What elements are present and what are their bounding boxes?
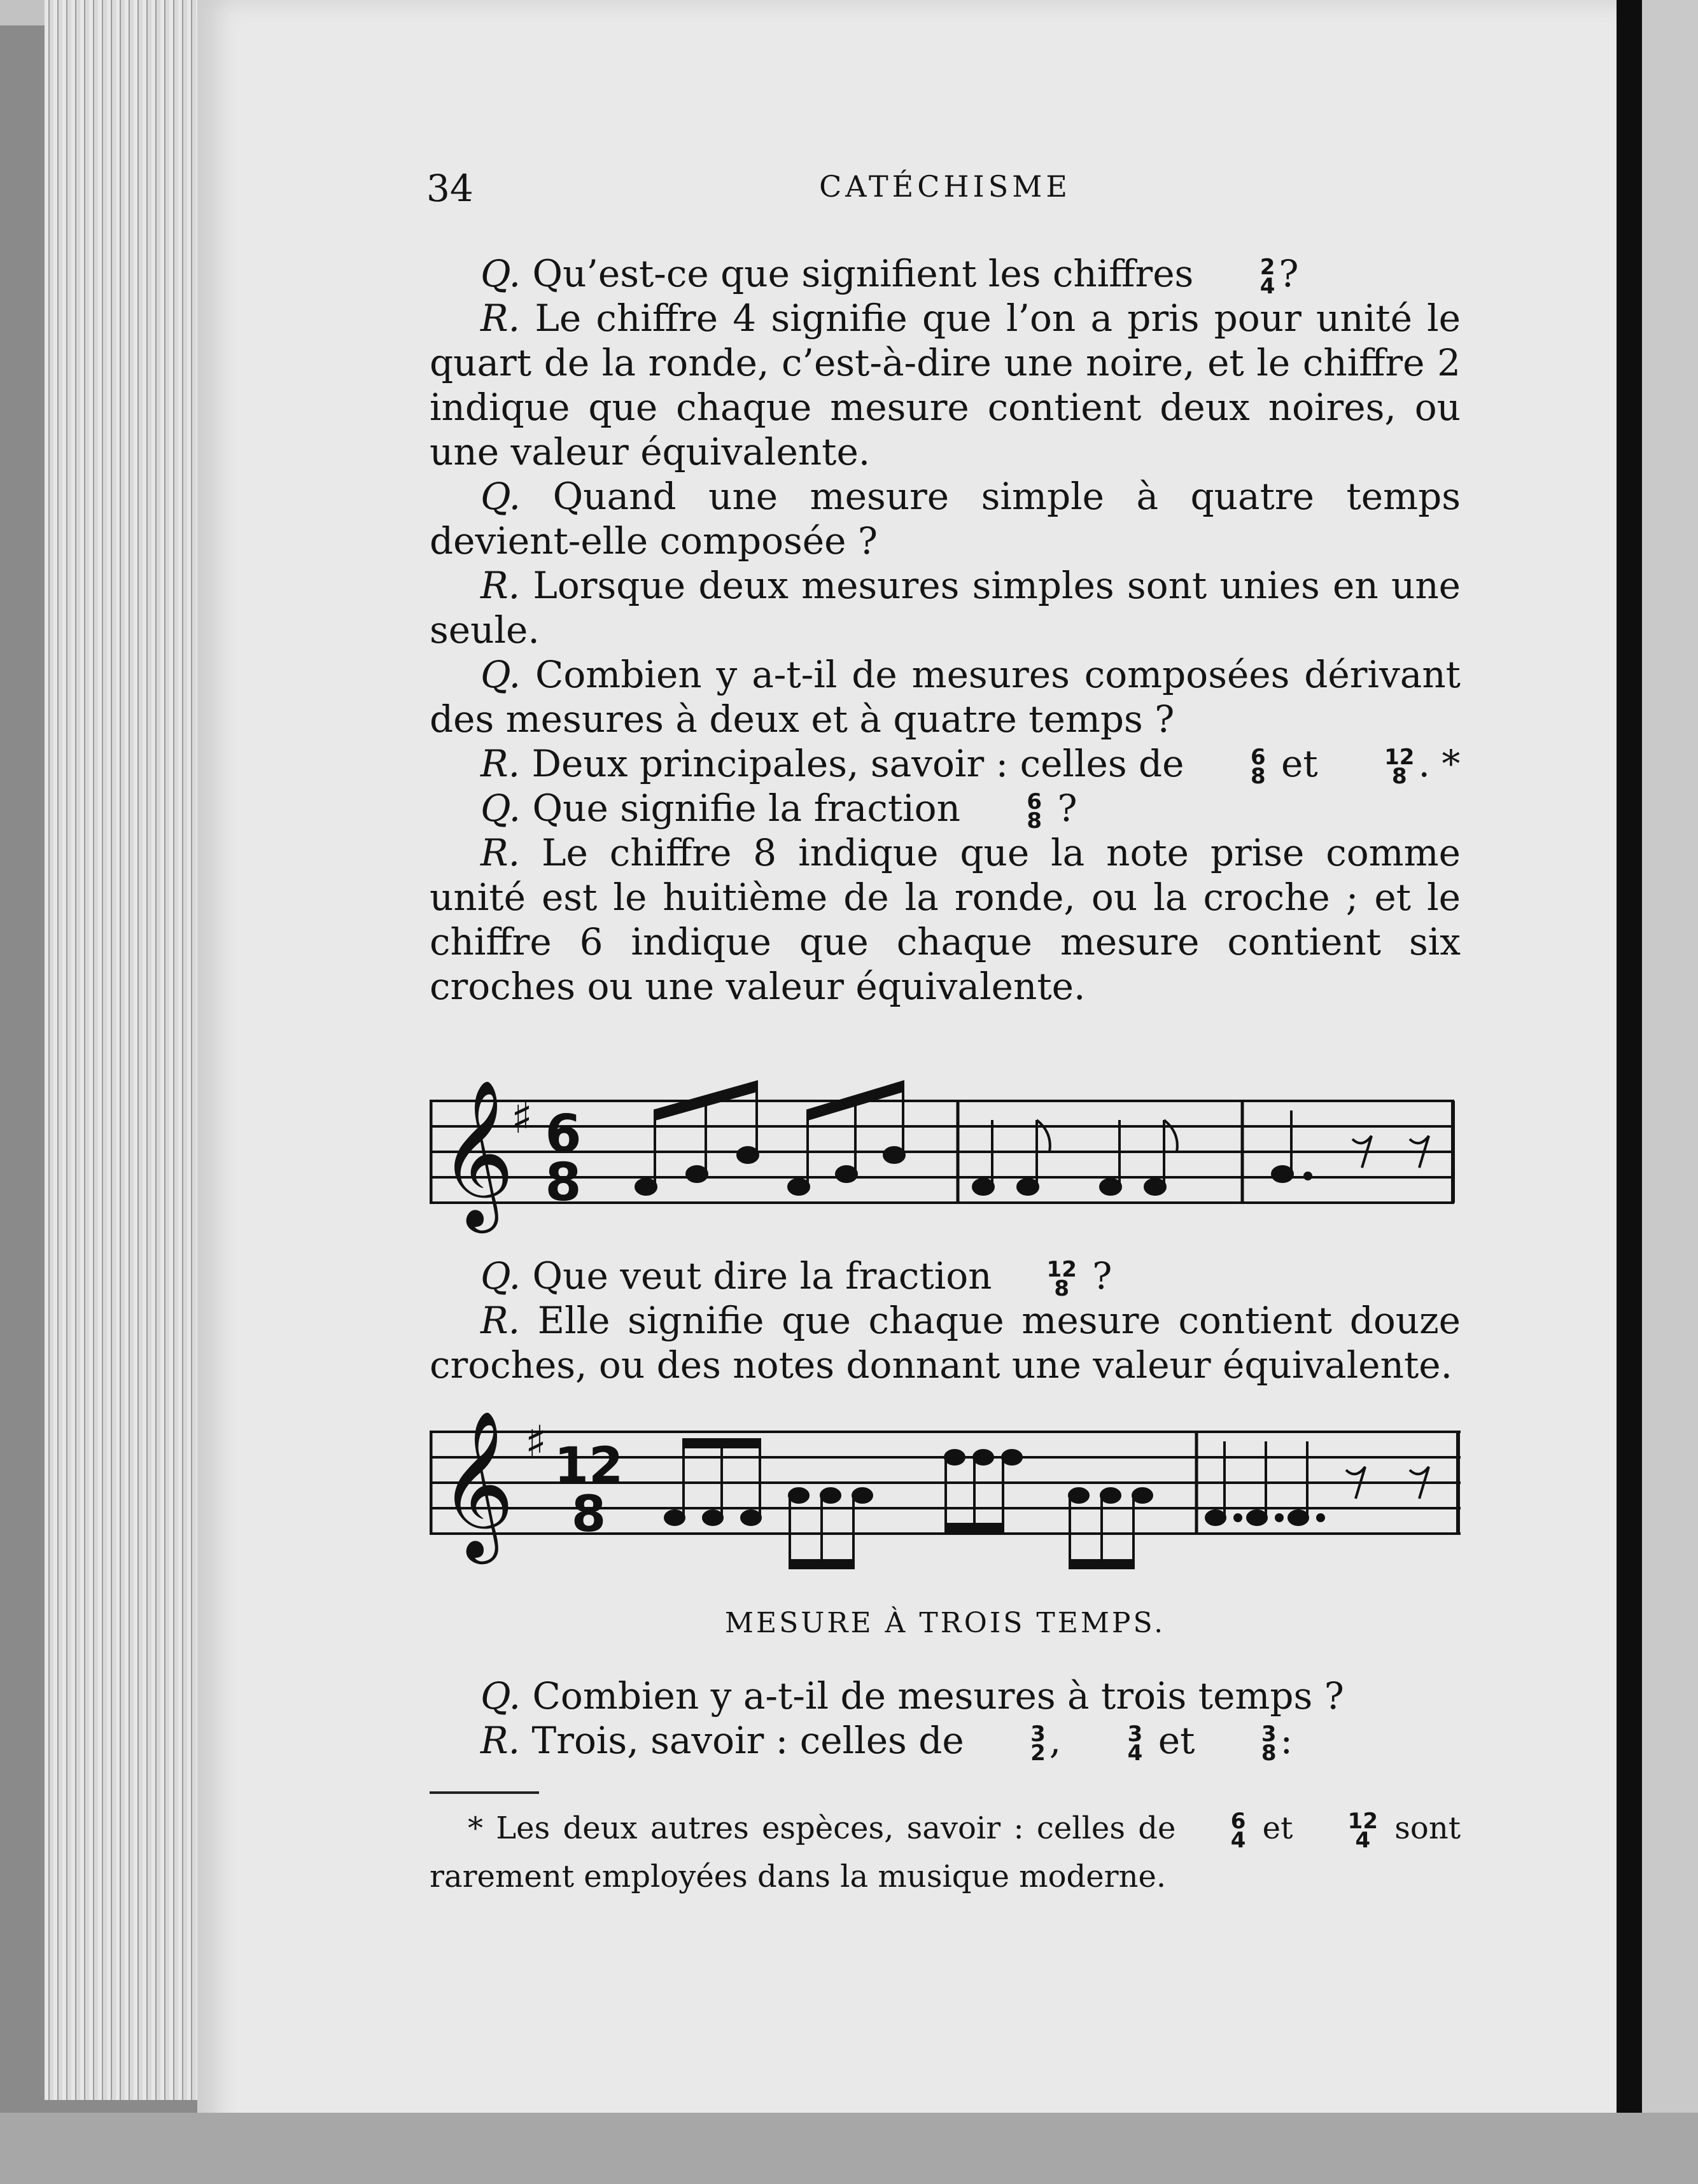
- label-r: R.: [481, 1719, 521, 1762]
- paragraph-r2: [430, 563, 1461, 652]
- text: sont rarement employées dans la musique moderne.: [430, 1810, 1461, 1894]
- text: et: [1281, 742, 1318, 785]
- text: . *: [1418, 742, 1461, 785]
- label-q: Q.: [481, 475, 521, 518]
- paragraph-r3: [430, 741, 1461, 789]
- label-r: R.: [481, 564, 521, 607]
- fraction: 6 4: [1230, 1808, 1246, 1853]
- label-q: Q.: [481, 1674, 521, 1718]
- running-header: [426, 167, 1464, 211]
- label-q: Q.: [481, 1254, 521, 1298]
- label-q: Q.: [481, 252, 521, 295]
- text: Trois, savoir : celles de: [531, 1719, 964, 1762]
- text-block-3: [430, 1674, 1461, 1766]
- paragraph-r5: [430, 1298, 1461, 1387]
- paragraph-q5: [430, 1254, 1461, 1301]
- fraction: 12 8: [1384, 744, 1415, 789]
- text: Lorsque deux mesures simples sont unies en une seule.: [430, 564, 1461, 652]
- time-signature-bottom: 8: [545, 1152, 582, 1213]
- fraction: 12 4: [1347, 1808, 1378, 1853]
- label-r: R.: [481, 742, 521, 785]
- sharp-icon: ♯: [525, 1416, 547, 1468]
- fraction: 6 8: [1027, 788, 1042, 834]
- text: * Les deux autres espèces, savoir : celles de: [468, 1810, 1176, 1846]
- paragraph-q4: [430, 786, 1461, 834]
- fraction: 2 4: [1259, 254, 1275, 299]
- footnote-text: [430, 1804, 1461, 1901]
- text: Combien y a-t-il de mesures à trois temps ?: [532, 1674, 1344, 1718]
- label-r: R.: [481, 297, 521, 340]
- treble-clef-icon: 𝄞: [439, 1079, 515, 1227]
- text: ,: [1049, 1719, 1062, 1762]
- section-heading: MESURE À TROIS TEMPS.: [724, 1607, 1166, 1639]
- text: Elle signifie que chaque mesure contient douze croches, ou des notes donnant une valeur équivalente.: [430, 1299, 1461, 1387]
- paragraph-r6: [430, 1718, 1461, 1766]
- time-signature-top: 6: [545, 1104, 582, 1165]
- text: Le chiffre 8 indique que la note prise comme unité est le huitième de la ronde, ou la croche ; et le chiffre 6 indique que chaque mesure contient six croches ou une valeur équivalente.: [430, 831, 1461, 1008]
- treble-clef-icon: 𝄞: [439, 1410, 515, 1558]
- text-block-1: [430, 251, 1461, 1009]
- text: Combien y a-t-il de mesures composées dérivant des mesures à deux et à quatre temps ?: [430, 653, 1461, 741]
- music-staff-6-8: [430, 1063, 1461, 1254]
- text: Deux principales, savoir : celles de: [531, 742, 1184, 785]
- label-q: Q.: [481, 653, 521, 696]
- binding-shadow: [1617, 0, 1642, 2184]
- fraction: 3 2: [1030, 1721, 1046, 1766]
- music-staff-12-8: [430, 1394, 1461, 1585]
- fraction: 3 8: [1261, 1721, 1277, 1766]
- text: Qu’est-ce que signifient les chiffres: [532, 252, 1194, 295]
- label-r: R.: [481, 831, 521, 874]
- text: Le chiffre 4 signifie que l’on a pris pour unité le quart de la ronde, c’est-à-dire une noire, et le chiffre 2 indique que chaque mesure contient deux noires, ou une valeur équivalente.: [430, 297, 1461, 473]
- scan-bottom-border: [0, 2113, 1698, 2184]
- text-block-2: [430, 1254, 1461, 1387]
- paragraph-r4: [430, 830, 1461, 1009]
- footnote-rule: [430, 1791, 539, 1794]
- label-q: Q.: [481, 787, 521, 830]
- text: :: [1280, 1719, 1293, 1762]
- text: et: [1158, 1719, 1195, 1762]
- text: Quand une mesure simple à quatre temps devient-elle composée ?: [430, 475, 1461, 563]
- time-signature-top: 12: [554, 1438, 624, 1495]
- fraction: 12 8: [1046, 1256, 1077, 1301]
- fraction: 6 8: [1250, 744, 1266, 789]
- paragraph-q2: [430, 474, 1461, 563]
- text: Que veut dire la fraction: [532, 1254, 992, 1298]
- notes: [665, 1439, 1429, 1568]
- label-r: R.: [481, 1299, 521, 1342]
- fraction: 3 4: [1127, 1721, 1143, 1766]
- paragraph-q1: [430, 251, 1461, 299]
- running-title: CATÉCHISME: [819, 169, 1071, 204]
- scan-right-border: [1642, 0, 1698, 2184]
- text: ?: [1279, 252, 1299, 295]
- page-number: 34: [426, 167, 474, 210]
- paragraph-q3: [430, 652, 1461, 741]
- text: ?: [1092, 1254, 1112, 1298]
- text: Que signifie la fraction: [532, 787, 960, 830]
- text: et: [1262, 1810, 1293, 1846]
- sharp-icon: ♯: [511, 1091, 533, 1144]
- text: ?: [1057, 787, 1077, 830]
- time-signature-bottom: 8: [571, 1486, 607, 1543]
- paragraph-r1: [430, 296, 1461, 474]
- paragraph-q6: [430, 1674, 1461, 1718]
- footnote: [430, 1804, 1461, 1901]
